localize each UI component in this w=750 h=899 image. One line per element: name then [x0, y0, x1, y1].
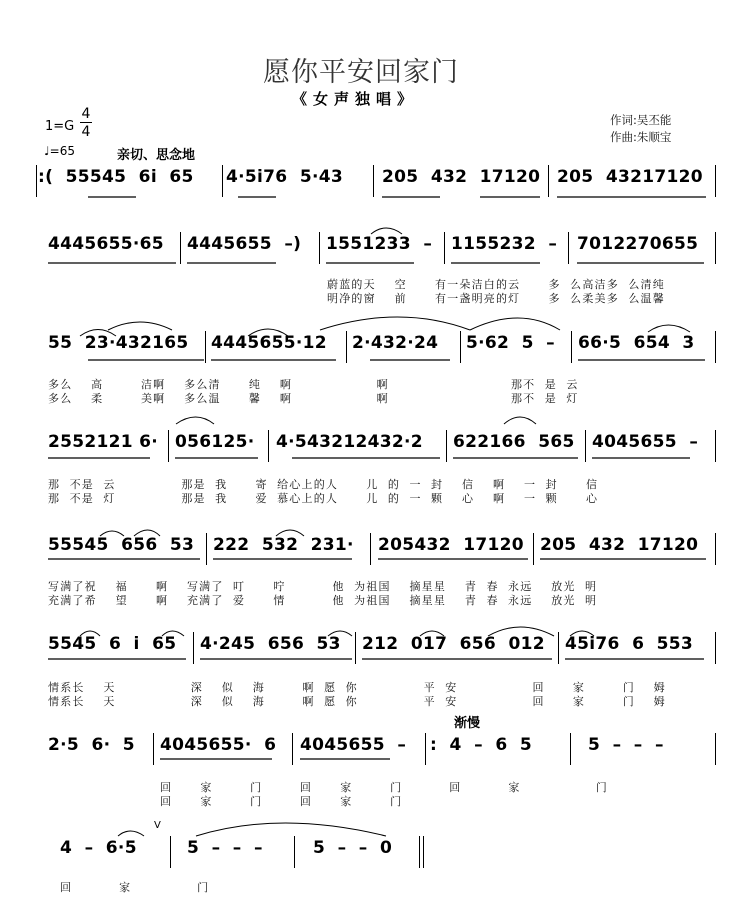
slur: [276, 530, 304, 536]
measure-notes: 5 – – –: [588, 735, 664, 755]
time-signature-top: 4: [81, 106, 91, 122]
lyric-line: 那 不是 灯 那是 我 爱 慕心上的人 儿 的 一 颗 心 啊 一 颗 心: [48, 492, 599, 505]
expression-marking: 亲切、思念地: [117, 148, 196, 163]
lyric-line: 回 家 门: [60, 881, 210, 894]
slur: [176, 417, 214, 424]
slur: [470, 318, 560, 330]
measure-notes: 205 432 17120: [540, 535, 699, 555]
lyric-line: 回 家 门 回 家 门: [160, 795, 403, 808]
measure-notes: 4 – 6·5: [60, 838, 137, 858]
measure-notes: 2552121 6·: [48, 432, 159, 452]
score-title: 愿你平安回家门: [263, 57, 459, 88]
measure-notes: 4·5i76 5·43: [226, 167, 343, 187]
breath-mark: V: [154, 820, 161, 831]
measure-notes: 205432 17120: [378, 535, 524, 555]
composer-credit: 作曲:朱顺宝: [610, 130, 672, 144]
measure-notes: 5 – – –: [187, 838, 263, 858]
slur: [196, 823, 386, 836]
lyric-line: 写满了祝 福 啊 写满了 叮 咛 他 为祖国 摘星星 青 春 永远 放光 明: [48, 580, 598, 593]
lyric-line: 情系长 天 深 似 海 啊 愿 你 平 安 回 家 门 姆: [48, 695, 666, 708]
measure-notes: 45i76 6 553: [565, 634, 694, 654]
measure-notes: 4045655 –: [300, 735, 407, 755]
measure-notes: 1155232 –: [451, 234, 558, 254]
measure-notes: :( 55545 6i 65: [38, 167, 194, 187]
slur: [118, 831, 144, 836]
slur: [328, 631, 352, 636]
slur: [648, 325, 690, 332]
slur: [504, 417, 536, 424]
lyric-line: 回 家 门 回 家 门 回 家 门: [160, 781, 608, 794]
key-signature: 1=G: [45, 119, 75, 134]
slur: [570, 631, 594, 636]
measure-notes: 205 432 17120: [382, 167, 541, 187]
lyric-line: 蔚蓝的天 空 有一朵洁白的云 多 么高洁多 么清纯: [327, 278, 665, 291]
measure-notes: 4445655·12: [211, 333, 327, 353]
measure-notes: 056125·: [175, 432, 255, 452]
slur: [80, 631, 100, 636]
lyricist-credit: 作词:吴丕能: [610, 113, 672, 127]
slur: [248, 329, 288, 336]
measure-notes: 222 532 231·: [213, 535, 354, 555]
measure-notes: 4045655 –: [592, 432, 699, 452]
measure-notes: 5545 6 i 65: [48, 634, 177, 654]
measure-notes: 2·432·24: [352, 333, 439, 353]
slowdown-marking: 渐慢: [454, 716, 481, 731]
slur: [320, 317, 470, 330]
time-signature-bottom: 4: [81, 124, 91, 140]
measure-notes: 5·62 5 –: [466, 333, 555, 353]
measure-notes: : 4 – 6 5: [430, 735, 533, 755]
measure-notes: 205 43217120: [557, 167, 703, 187]
measure-notes: 4445655·65: [48, 234, 164, 254]
slur: [100, 531, 124, 536]
measure-notes: 4·543212432·2: [276, 432, 423, 452]
measure-notes: 55 23·432165: [48, 333, 189, 353]
measure-notes: 66·5 654 3: [578, 333, 695, 353]
measure-notes: 1551233 –: [326, 234, 433, 254]
measure-notes: 622166 565: [453, 432, 575, 452]
lyric-line: 情系长 天 深 似 海 啊 愿 你 平 安 回 家 门 姆: [48, 681, 666, 694]
measure-notes: 4045655· 6: [160, 735, 277, 755]
slur: [108, 322, 172, 330]
slur: [134, 530, 160, 536]
tempo-marking: ♩=65: [44, 144, 75, 158]
slur: [80, 330, 116, 337]
measure-notes: 55545 656 53: [48, 535, 195, 555]
measure-notes: 5 – – 0: [313, 838, 393, 858]
score-subtitle: 《女声独唱》: [292, 90, 419, 108]
lyric-line: 充满了希 望 啊 充满了 爱 情 他 为祖国 摘星星 青 春 永远 放光 明: [48, 594, 598, 607]
lyric-line: 多么 高 洁啊 多么清 纯 啊 啊 那不 是 云: [48, 378, 579, 391]
slur: [371, 228, 402, 234]
lyric-line: 明净的窗 前 有一盏明亮的灯 多 么柔美多 么温馨: [327, 292, 665, 305]
measure-notes: 4·245 656 53: [200, 634, 341, 654]
slur: [488, 627, 554, 636]
measure-notes: 212 017 656 012: [362, 634, 545, 654]
slur: [420, 631, 444, 636]
lyric-line: 那 不是 云 那是 我 寄 给心上的人 儿 的 一 封 信 啊 一 封 信: [48, 478, 599, 491]
measure-notes: 7012270655: [577, 234, 699, 254]
lyric-line: 多么 柔 美啊 多么温 馨 啊 啊 那不 是 灯: [48, 392, 579, 405]
measure-notes: 2·5 6· 5: [48, 735, 135, 755]
measure-notes: 4445655 –): [187, 234, 302, 254]
slur: [162, 631, 184, 636]
